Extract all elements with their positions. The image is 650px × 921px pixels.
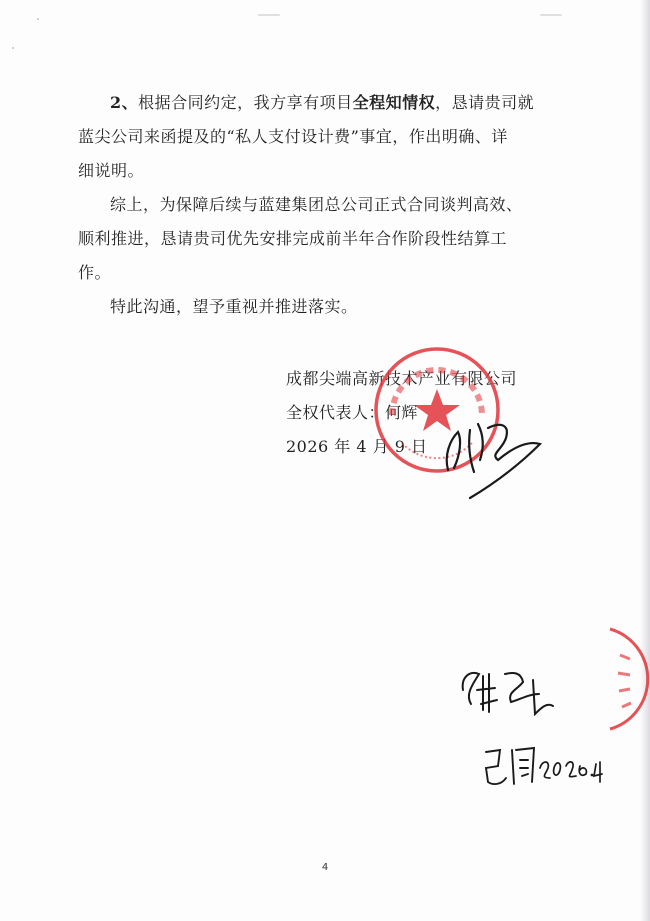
partial-seal-icon — [606, 625, 650, 735]
representative-label: 全权代表人： — [286, 403, 386, 422]
representative-name: 何辉 — [385, 403, 419, 422]
handwritten-reviewer-signature-icon — [455, 660, 595, 730]
scan-speck — [258, 14, 280, 16]
scan-edge-shadow — [640, 0, 650, 921]
item-number: 2、 — [110, 93, 139, 112]
paragraph-closing: 特此沟通，望予重视并推进落实。 — [110, 297, 358, 316]
paragraph-contract-rights: 2、根据合同约定，我方享有项目全程知情权，恳请贵司就 蓝尖公司来函提及的“私人支付设计费”事宜，作出明确、详 细说明。 — [78, 93, 535, 180]
handwritten-review-note-icon — [480, 738, 610, 793]
handwritten-signature-icon — [440, 410, 550, 505]
signing-date: 2026 年 4 月 9 日 — [286, 437, 428, 456]
scan-speck — [12, 47, 14, 49]
scan-speck — [37, 18, 39, 20]
scan-speck — [540, 14, 562, 16]
page-number: 4 — [321, 862, 329, 873]
paragraph-summary: 综上，为保障后续与蓝建集团总公司正式合同谈判高效、 顺利推进，恳请贵司优先安排完成前半年合作阶段性结算工 作。 — [78, 195, 523, 282]
emphasis-text: 全程知情权 — [352, 93, 436, 112]
company-name: 成都尖端高新技术产业有限公司 — [286, 369, 518, 388]
